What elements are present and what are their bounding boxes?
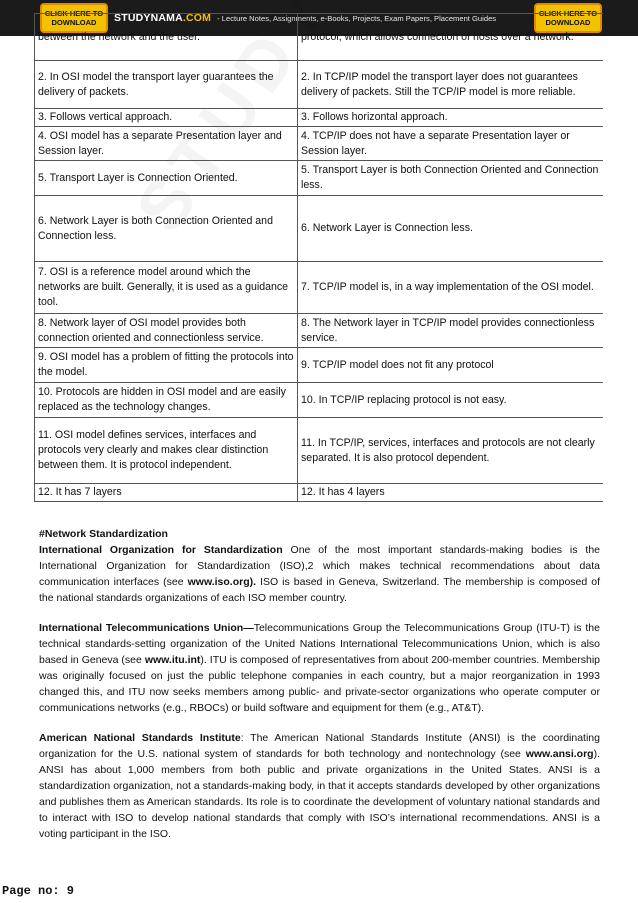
table-row (35, 484, 604, 502)
osi-cell: 6. Network Layer is both Connection Oriented and Connection less. (35, 196, 298, 262)
osi-cell: 8. Network layer of OSI model provides both connection oriented and connectionless service. (35, 314, 298, 348)
osi-cell: 4. OSI model has a separate Presentation layer and Session layer. (35, 127, 298, 161)
table-row (35, 314, 604, 348)
tcpip-cell: 8. The Network layer in TCP/IP model provides connectionless service. (298, 314, 604, 348)
osi-cell: 12. It has 7 layers (35, 484, 298, 502)
tcpip-cell: protocol, which allows connection of hosts over a network. (298, 14, 604, 61)
organization-name: American National Standards Institute (39, 732, 241, 744)
osi-cell: 2. In OSI model the transport layer guarantees the delivery of packets. (35, 61, 298, 109)
paragraph-text: ). ANSI has about 1,000 members from both public and private organizations in the United States. ANSI is a standardization organization, not a standards-making body, in that it accepts standards developed by other organizations and publishes them as American standards. Its role is to coordinate the development of voluntary national standards and to interact with ISO to develop national standards that comply with ISO’s international recommendations. ANSI is a voting participant in the ISO. (39, 748, 600, 840)
table-row (35, 348, 604, 383)
table-row (35, 262, 604, 314)
table-row (35, 418, 604, 484)
separator (283, 544, 291, 556)
paragraph-text: ). ITU is composed of representatives from about 200-member countries. Membership was originally focused on just the public telephone companies in each country, but a major reorganization in 1993 changed this, and ITU now seeks members among public- and private-sector organizations who operate computer or communications networks (e.g., RBOCs) or build software and equipment for them (e.g., AT&T). (39, 654, 600, 714)
table-row (35, 383, 604, 418)
standards-paragraph (39, 542, 600, 606)
tcpip-cell: 2. In TCP/IP model the transport layer does not guarantees delivery of packets. Still the TCP/IP model is more reliable. (298, 61, 604, 109)
osi-cell: 10. Protocols are hidden in OSI model and are easily replaced as the technology changes. (35, 383, 298, 418)
logo-main: STUDYNAMA (114, 12, 183, 24)
tcpip-cell: 10. In TCP/IP replacing protocol is not easy. (298, 383, 604, 418)
table-row (35, 127, 604, 161)
table-row (35, 161, 604, 196)
osi-cell: 11. OSI model defines services, interfaces and protocols very clearly and makes clear distinction between them. It is protocol independent. (35, 418, 298, 484)
website-link[interactable]: www.itu.int (144, 654, 201, 666)
tcpip-cell: 6. Network Layer is Connection less. (298, 196, 604, 262)
osi-cell: 3. Follows vertical approach. (35, 109, 298, 127)
separator: : (240, 732, 251, 744)
network-standardization-section (39, 526, 600, 856)
website-link[interactable]: www.iso.org). (187, 576, 257, 588)
osi-vs-tcpip-table (34, 13, 603, 502)
osi-cell: between the network and the user. (35, 14, 298, 61)
standards-paragraph (39, 620, 600, 716)
tcpip-cell: 3. Follows horizontal approach. (298, 109, 604, 127)
organization-name: International Organization for Standardization (39, 544, 283, 556)
table-body (35, 14, 604, 502)
tcpip-cell: 5. Transport Layer is both Connection Oriented and Connection less. (298, 161, 604, 196)
website-link[interactable]: www.ansi.org (525, 748, 594, 760)
paragraph-text: Telecommunications Group the Telecommunications Group (ITU-T) is the technical standards-setting organization of the United Nations International Telecommunications Union, which is also based in Geneva (see (39, 622, 600, 666)
organization-name: International Telecommunications Union— (39, 622, 254, 634)
download-button-left[interactable]: CLICK HERE TO DOWNLOAD (40, 3, 108, 33)
download-button-right[interactable]: CLICK HERE TO DOWNLOAD (534, 3, 602, 33)
tcpip-cell: 11. In TCP/IP, services, interfaces and protocols are not clearly separated. It is also protocol dependent. (298, 418, 604, 484)
table-row (35, 109, 604, 127)
section-paragraphs (39, 542, 600, 842)
comparison-table-wrapper (34, 13, 603, 514)
table-row (35, 61, 604, 109)
paragraph-text: ISO is based in Geneva, Switzerland. The membership is composed of the national standards organizations of each ISO member country. (39, 576, 600, 604)
osi-cell: 9. OSI model has a problem of fitting the protocols into the model. (35, 348, 298, 383)
osi-cell: 7. OSI is a reference model around which the networks are built. Generally, it is used as a guidance tool. (35, 262, 298, 314)
paragraph-text: The American National Standards Institute (ANSI) is the coordinating organization for the U.S. national system of standards for both technology and nontechnology (see (39, 732, 600, 760)
banner-tagline: - Lecture Notes, Assignments, e-Books, Projects, Exam Papers, Placement Guides (217, 13, 497, 23)
osi-cell: 5. Transport Layer is Connection Oriented. (35, 161, 298, 196)
tcpip-cell: 12. It has 4 layers (298, 484, 604, 502)
page-number: Page no: 9 (2, 884, 75, 898)
logo-suffix: .COM (182, 12, 212, 24)
tcpip-cell: 7. TCP/IP model is, in a way implementation of the OSI model. (298, 262, 604, 314)
section-heading: #Network Standardization (39, 528, 168, 540)
standards-paragraph (39, 730, 600, 842)
tcpip-cell: 4. TCP/IP does not have a separate Presentation layer or Session layer. (298, 127, 604, 161)
table-row (35, 14, 604, 61)
tcpip-cell: 9. TCP/IP model does not fit any protocol (298, 348, 604, 383)
table-row (35, 196, 604, 262)
paragraph-text: One of the most important standards-making bodies is the International Organization for Standardization (ISO),2 which makes technical recommendations about data communication interfaces (see (39, 544, 601, 588)
